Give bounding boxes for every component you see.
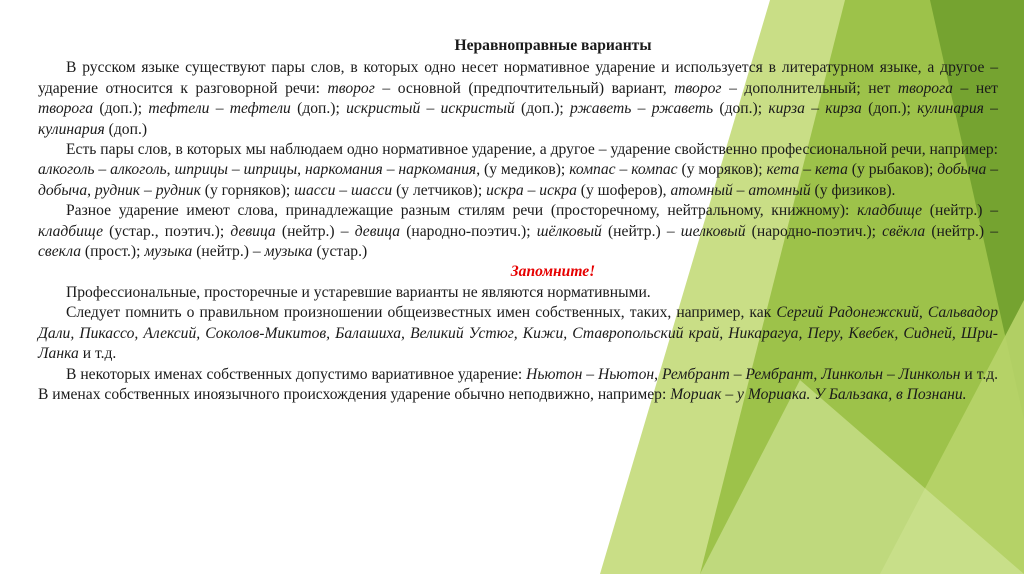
text-segment: (доп.); — [514, 100, 571, 118]
example-word: Линкольн — [898, 365, 961, 383]
example-word: шприцы — [243, 161, 298, 179]
example-word: рудник — [94, 181, 141, 199]
paragraph-5 — [38, 303, 998, 364]
example-word: рудник — [155, 181, 201, 199]
example-word: тефтели — [229, 100, 291, 118]
example-word: Ньютон — [597, 365, 655, 383]
text-segment: (нейтр.) – — [275, 222, 355, 240]
example-word: Линкольн — [821, 365, 884, 383]
text-segment: , — [813, 365, 822, 383]
example-word: Рембрант — [661, 365, 730, 383]
text-segment: , — [297, 161, 305, 179]
example-word: кета — [815, 161, 848, 179]
example-word: кулинария — [917, 100, 984, 118]
text-segment: (у летчиков); — [392, 181, 487, 199]
text-segment: (доп.); — [93, 100, 149, 118]
example-word: музыка — [264, 243, 313, 261]
text-segment: – — [227, 161, 244, 179]
text-segment: В русском языке существуют пары слов, в которых одно несет нормативное ударение и используется в литературном языке, а другое – ударение относится к разговорной речи: — [38, 59, 998, 97]
example-word: наркомания — [398, 161, 477, 179]
text-segment: – — [420, 100, 441, 118]
text-segment: – дополнительный; нет — [721, 79, 898, 97]
example-word: атомный — [670, 181, 733, 199]
example-word: Рембрант — [745, 365, 814, 383]
text-segment: (нейтр.) – — [922, 202, 998, 220]
example-word: искра — [486, 181, 524, 199]
text-segment: – — [883, 365, 899, 383]
text-segment: – — [986, 161, 999, 179]
text-segment: (у моряков); — [677, 161, 767, 179]
text-segment: – — [582, 365, 598, 383]
remember-note: Запомните! — [510, 263, 596, 281]
text-segment: – — [729, 365, 746, 383]
example-word: Ньютон — [526, 365, 583, 383]
text-segment: (у физиков). — [810, 181, 896, 199]
text-segment: – основной (предпочтительный) вариант, — [374, 79, 675, 97]
text-segment: – — [615, 161, 632, 179]
example-word: атомный — [748, 181, 811, 199]
text-segment: – — [382, 161, 399, 179]
example-word: компас — [569, 161, 616, 179]
example-word: добыча — [38, 181, 88, 199]
example-word: творога — [38, 100, 94, 118]
paragraph-6 — [38, 365, 998, 406]
example-word: шасси — [350, 181, 393, 199]
example-word: творога — [897, 79, 953, 97]
text-segment: и т.д. — [78, 345, 117, 363]
text-segment: (доп.); — [713, 100, 769, 118]
example-word: ржаветь — [570, 100, 632, 118]
text-segment: (у шоферов), — [576, 181, 671, 199]
paragraph-2 — [38, 140, 998, 201]
example-word: искристый — [346, 100, 421, 118]
example-word: Сергий Радонежский, Сальвадор Дали, Пикассо, Алексий, Соколов-Микитов, Балашиха, Великий Устюг, Кижи, Ставропольский край, Никарагуа, Перу, Квебек, Сидней, Шри-Ланка — [38, 304, 999, 363]
text-segment: и т.д. В именах собственных иноязычного происхождения ударение обычно неподвижно, например: — [38, 365, 999, 403]
text-segment: (доп.); — [861, 100, 918, 118]
example-word: музыка — [144, 243, 193, 261]
example-word: алкоголь — [38, 161, 95, 179]
text-segment: (доп.); — [290, 100, 347, 118]
paragraph-3 — [38, 201, 998, 262]
example-word: шприцы — [174, 161, 228, 179]
text-segment: – — [804, 100, 826, 118]
text-segment: – — [209, 100, 230, 118]
paragraph-1 — [38, 58, 998, 140]
text-segment: – — [523, 181, 540, 199]
text-segment: (нейтр.) – — [925, 222, 998, 240]
text-segment: – нет — [952, 79, 998, 97]
example-word: девица — [354, 222, 401, 240]
text-segment: (устар., поэтич.); — [103, 222, 231, 240]
example-word: шасси — [294, 181, 336, 199]
example-word: кирза — [825, 100, 862, 118]
paragraph-4: Профессиональные, просторечные и устаревшие варианты не являются нормативными. — [66, 283, 651, 301]
example-word: кулинария — [38, 120, 105, 138]
text-segment: (доп.) — [104, 120, 148, 138]
example-word: добыча — [937, 161, 987, 179]
example-word: искристый — [440, 100, 515, 118]
text-segment: – — [94, 161, 111, 179]
text-segment: (народно-поэтич.); — [745, 222, 883, 240]
text-segment: (прост.); — [81, 243, 145, 261]
document-title: Неравноправные варианты — [454, 37, 652, 54]
text-segment: – — [732, 181, 749, 199]
example-word: ржаветь — [651, 100, 714, 118]
text-segment: – — [335, 181, 351, 199]
text-segment: – — [983, 100, 998, 118]
example-word: алкоголь — [110, 161, 167, 179]
example-word: кирза — [768, 100, 805, 118]
example-word: наркомания — [305, 161, 383, 179]
text-segment: – — [799, 161, 815, 179]
example-word: Мориак – у Мориака. У Бальзака, в Познани. — [670, 385, 967, 403]
text-segment: , (у медиков); — [476, 161, 570, 179]
example-word: творог — [327, 79, 375, 97]
text-segment: , — [166, 161, 175, 179]
document-body — [38, 36, 998, 405]
text-segment: (нейтр.) – — [192, 243, 265, 261]
text-segment: , — [654, 365, 662, 383]
example-word: свёкла — [882, 222, 926, 240]
example-word: кладбище — [857, 202, 923, 220]
example-word: тефтели — [148, 100, 210, 118]
example-word: шелковый — [680, 222, 746, 240]
example-word: искра — [539, 181, 577, 199]
text-segment: – — [631, 100, 652, 118]
text-segment: Есть пары слов, в которых мы наблюдаем одно нормативное ударение, а другое – ударение свойственно профессиональной речи, например: — [66, 141, 998, 159]
example-word: кета — [766, 161, 800, 179]
text-segment: Разное ударение имеют слова, принадлежащие разным стилям речи (просторечному, нейтральному, книжному): — [66, 202, 858, 220]
text-segment: (у рыбаков); — [847, 161, 938, 179]
text-segment: Следует помнить о правильном произношении общеизвестных имен собственных, таких, например, как — [66, 304, 777, 322]
text-segment: (народно-поэтич.); — [400, 222, 537, 240]
text-segment: (нейтр.) – — [601, 222, 681, 240]
example-word: девица — [230, 222, 276, 240]
text-segment: (устар.) — [312, 243, 368, 261]
example-word: шёлковый — [536, 222, 602, 240]
example-word: свекла — [38, 243, 82, 261]
text-segment: – — [140, 181, 156, 199]
text-segment: В некоторых именах собственных допустимо вариативное ударение: — [66, 365, 527, 383]
example-word: компас — [631, 161, 678, 179]
example-word: творог — [674, 79, 722, 97]
text-segment: , — [87, 181, 95, 199]
example-word: кладбище — [38, 222, 104, 240]
text-segment: (у горняков); — [200, 181, 295, 199]
